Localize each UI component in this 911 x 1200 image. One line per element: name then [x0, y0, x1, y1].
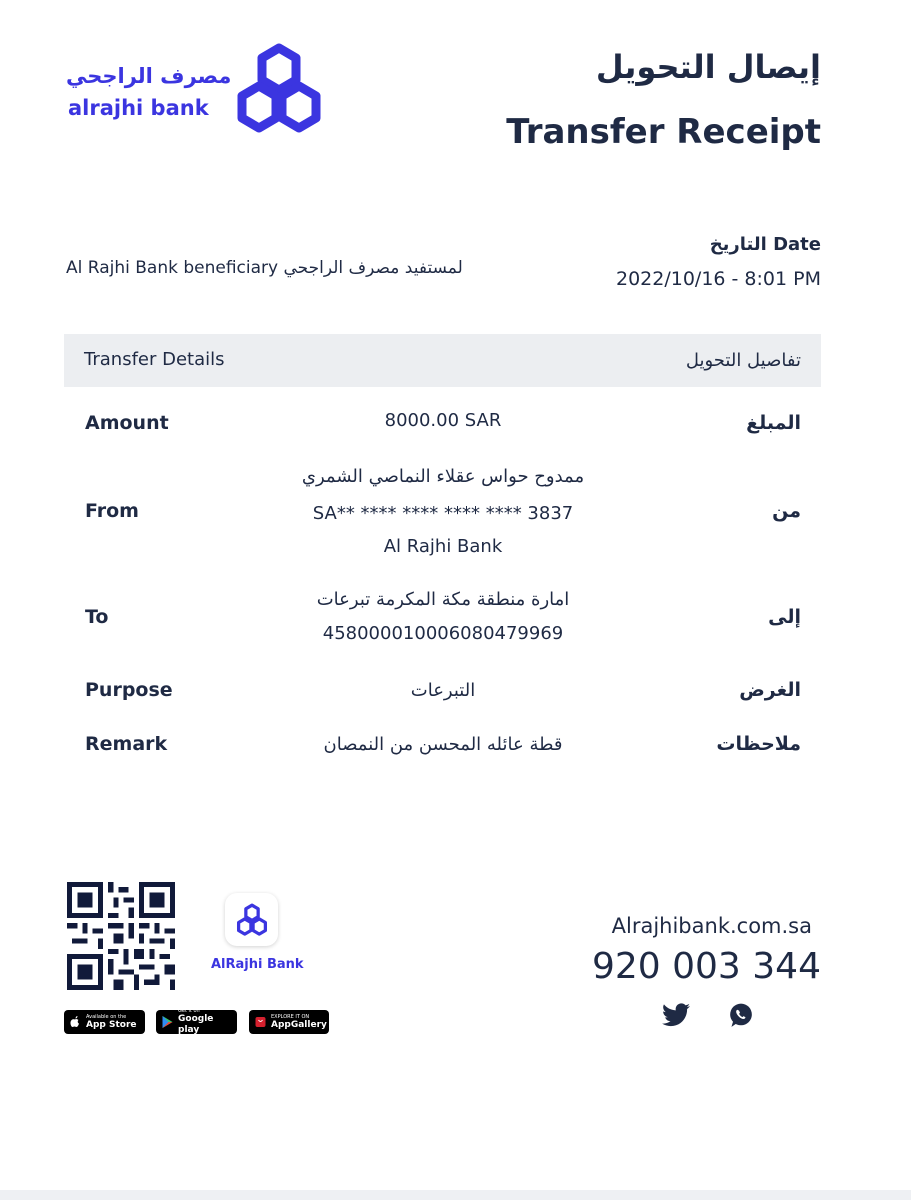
- to-label-ar: إلى: [768, 606, 801, 628]
- google-play-small: Get it on: [178, 1008, 200, 1014]
- title-arabic: إيصال التحويل: [595, 48, 821, 86]
- google-play-icon: [162, 1016, 173, 1028]
- purpose-value: التبرعات: [410, 680, 476, 701]
- remark-label-ar: ملاحظات: [716, 733, 801, 755]
- purpose-label-en: Purpose: [85, 679, 173, 701]
- remark-value: قطة عائله المحسن من النمصان: [323, 734, 563, 755]
- website-link[interactable]: Alrajhibank.com.sa: [611, 914, 812, 938]
- phone-number[interactable]: 920 003 344: [591, 946, 821, 987]
- to-label-en: To: [85, 606, 109, 628]
- from-name: ممدوح حواس عقلاء النماصي الشمري: [301, 466, 585, 487]
- transfer-details-title-ar: تفاصيل التحويل: [685, 350, 801, 371]
- from-label-en: From: [85, 500, 139, 522]
- beneficiary-type: Al Rajhi Bank beneficiary لمستفيد مصرف الراجحي: [66, 258, 463, 278]
- app-store-small: Available on the: [86, 1013, 127, 1020]
- whatsapp-icon[interactable]: [727, 1002, 755, 1028]
- from-account: SA** **** **** **** **** 3837: [312, 503, 574, 524]
- title-english: Transfer Receipt: [506, 112, 821, 152]
- appgallery-small: EXPLORE IT ON: [271, 1013, 310, 1020]
- date-value: 2022/10/16 - 8:01 PM: [615, 268, 821, 290]
- date-label: التاريخ Date: [709, 234, 821, 255]
- app-logo-icon: [234, 903, 270, 937]
- google-play-badge[interactable]: [156, 1010, 237, 1034]
- to-account: 4580000100060804799​69: [322, 623, 564, 644]
- google-play-big: Google play: [178, 1014, 214, 1035]
- from-bank: Al Rajhi Bank: [383, 536, 503, 557]
- amount-value: 8000.00 SAR: [384, 410, 502, 431]
- appgallery-badge[interactable]: [249, 1010, 329, 1034]
- bottom-edge: [0, 1190, 911, 1200]
- qr-code-icon[interactable]: [67, 882, 175, 990]
- logo-text-arabic: مصرف الراجحي: [66, 64, 232, 88]
- alrajhi-app-icon[interactable]: [225, 893, 278, 946]
- amount-label-ar: المبلغ: [746, 412, 801, 434]
- appgallery-icon: [255, 1016, 266, 1028]
- appgallery-big: AppGallery: [271, 1019, 327, 1030]
- purpose-label-ar: الغرض: [739, 679, 801, 701]
- logo-text-english: alrajhi bank: [68, 96, 209, 120]
- to-name: امارة منطقة مكة المكرمة تبرعات: [316, 589, 570, 610]
- alrajhi-logo-icon: [230, 42, 328, 136]
- amount-label-en: Amount: [85, 412, 169, 434]
- transfer-details-title-en: Transfer Details: [84, 349, 225, 370]
- twitter-icon[interactable]: [662, 1002, 690, 1028]
- from-label-ar: من: [772, 500, 801, 522]
- app-store-badge[interactable]: [64, 1010, 145, 1034]
- remark-label-en: Remark: [85, 733, 168, 755]
- app-store-big: App Store: [86, 1019, 137, 1030]
- app-name: AlRajhi Bank: [211, 957, 304, 972]
- apple-icon: [70, 1016, 81, 1028]
